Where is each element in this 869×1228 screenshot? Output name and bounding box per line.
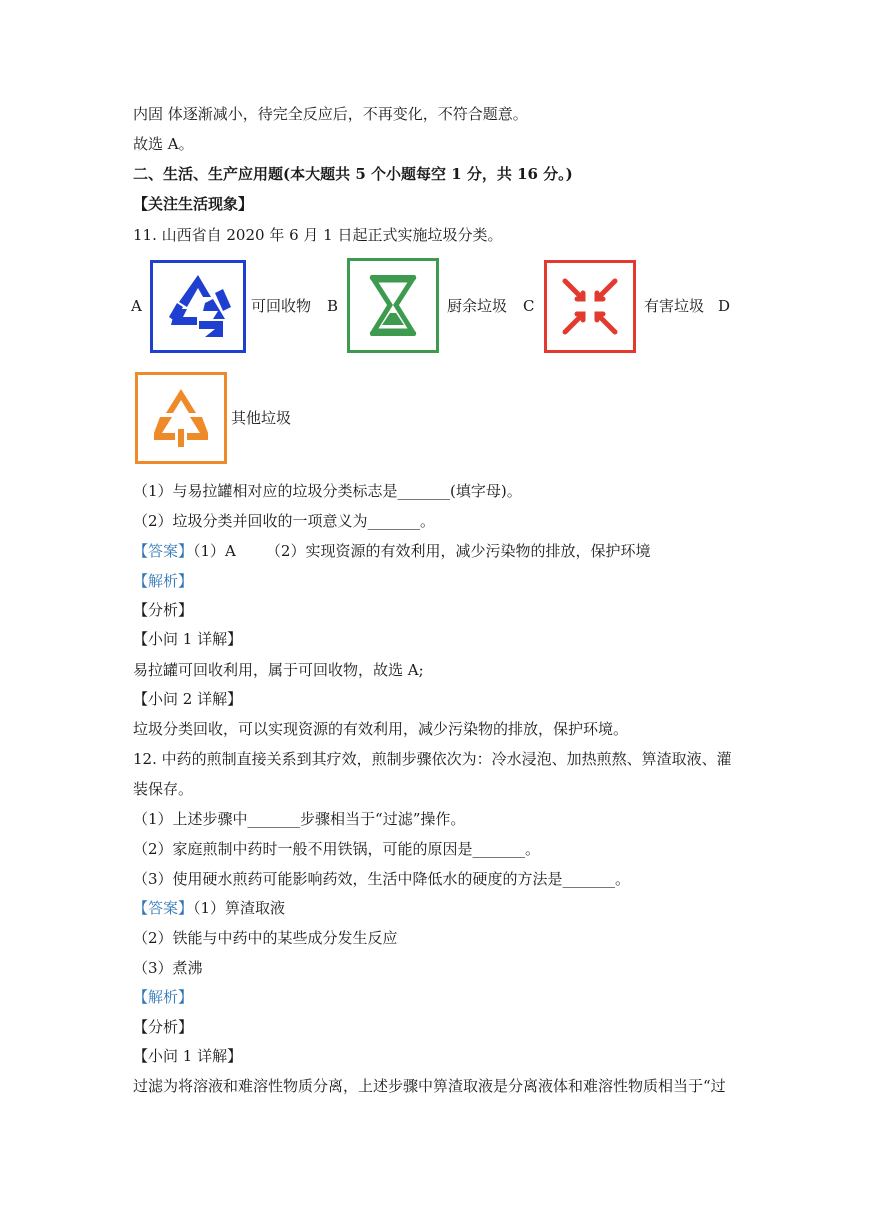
detail-heading: 【小问 2 详解】: [133, 690, 243, 708]
hazard-cross-icon: [547, 263, 633, 350]
subsection-title: 【关注生活现象】: [133, 195, 254, 213]
question-11-part-1: （1）与易拉罐相对应的垃圾分类标志是_______(填字母)。: [133, 482, 522, 500]
option-a-letter: A: [131, 297, 142, 315]
section-title: 二、生活、生产应用题(本大题共 5 个小题每空 1 分，共 16 分。): [133, 165, 573, 183]
option-c-label: 有害垃圾: [644, 297, 705, 315]
option-a-symbol: [150, 260, 246, 353]
question-12-part-1: （1）上述步骤中_______步骤相当于“过滤”操作。: [133, 810, 466, 828]
text-line: 内固 体逐渐减小，待完全反应后，不再变化，不符合题意。: [133, 105, 528, 123]
answer-11: [133, 541, 650, 561]
question-12: 12. 中药的煎制直接关系到其疗效，煎制步骤依次为：冷水浸泡、加热煎熬、箅渣取液、灌: [133, 750, 732, 768]
option-d-label: 其他垃圾: [231, 409, 292, 427]
answer-12-part-1: （1）箅渣取液: [193, 899, 286, 917]
text-line: 故选 A。: [133, 135, 194, 153]
question-12-continued: 装保存。: [133, 780, 194, 798]
other-waste-icon: [138, 375, 224, 461]
answer-12-part-3: （3）煮沸: [133, 959, 203, 977]
detail-text: 过滤为将溶液和难溶性物质分离，上述步骤中箅渣取液是分离液体和难溶性物质相当于“过: [133, 1077, 726, 1095]
answer-12-part-2: （2）铁能与中药中的某些成分发生反应: [133, 929, 398, 947]
option-b-letter: B: [327, 297, 339, 315]
hourglass-icon: [350, 261, 436, 350]
answer-11-part-1: （1）A: [193, 542, 236, 560]
option-b-label: 厨余垃圾: [447, 297, 508, 315]
option-d-symbol: [135, 372, 227, 464]
analysis-subtag: 【分析】: [133, 601, 194, 619]
option-c-symbol: [544, 260, 636, 353]
detail-text: 易拉罐可回收利用，属于可回收物，故选 A;: [133, 661, 424, 679]
detail-heading: 【小问 1 详解】: [133, 630, 243, 648]
answer-11-part-2: （2）实现资源的有效利用，减少污染物的排放，保护环境: [265, 542, 651, 560]
option-d-letter: D: [718, 297, 731, 315]
detail-heading: 【小问 1 详解】: [133, 1047, 243, 1065]
option-b-symbol: [347, 258, 439, 353]
option-c-letter: C: [523, 297, 535, 315]
analysis-tag: 【解析】: [133, 988, 194, 1006]
question-11: 11. 山西省自 2020 年 6 月 1 日起正式实施垃圾分类。: [133, 226, 503, 244]
answer-12: [133, 898, 285, 918]
option-a-label: 可回收物: [251, 297, 312, 315]
question-12-part-2: （2）家庭煎制中药时一般不用铁锅，可能的原因是_______。: [133, 840, 541, 858]
detail-text: 垃圾分类回收，可以实现资源的有效利用，减少污染物的排放，保护环境。: [133, 720, 629, 738]
analysis-tag: 【解析】: [133, 572, 194, 590]
answer-tag: 【答案】: [133, 899, 194, 917]
question-12-part-3: （3）使用硬水煎药可能影响药效，生活中降低水的硬度的方法是_______。: [133, 870, 631, 888]
answer-tag: 【答案】: [133, 542, 194, 560]
analysis-subtag: 【分析】: [133, 1018, 194, 1036]
recycle-icon: [153, 263, 243, 350]
question-11-part-2: （2）垃圾分类并回收的一项意义为_______。: [133, 512, 436, 530]
